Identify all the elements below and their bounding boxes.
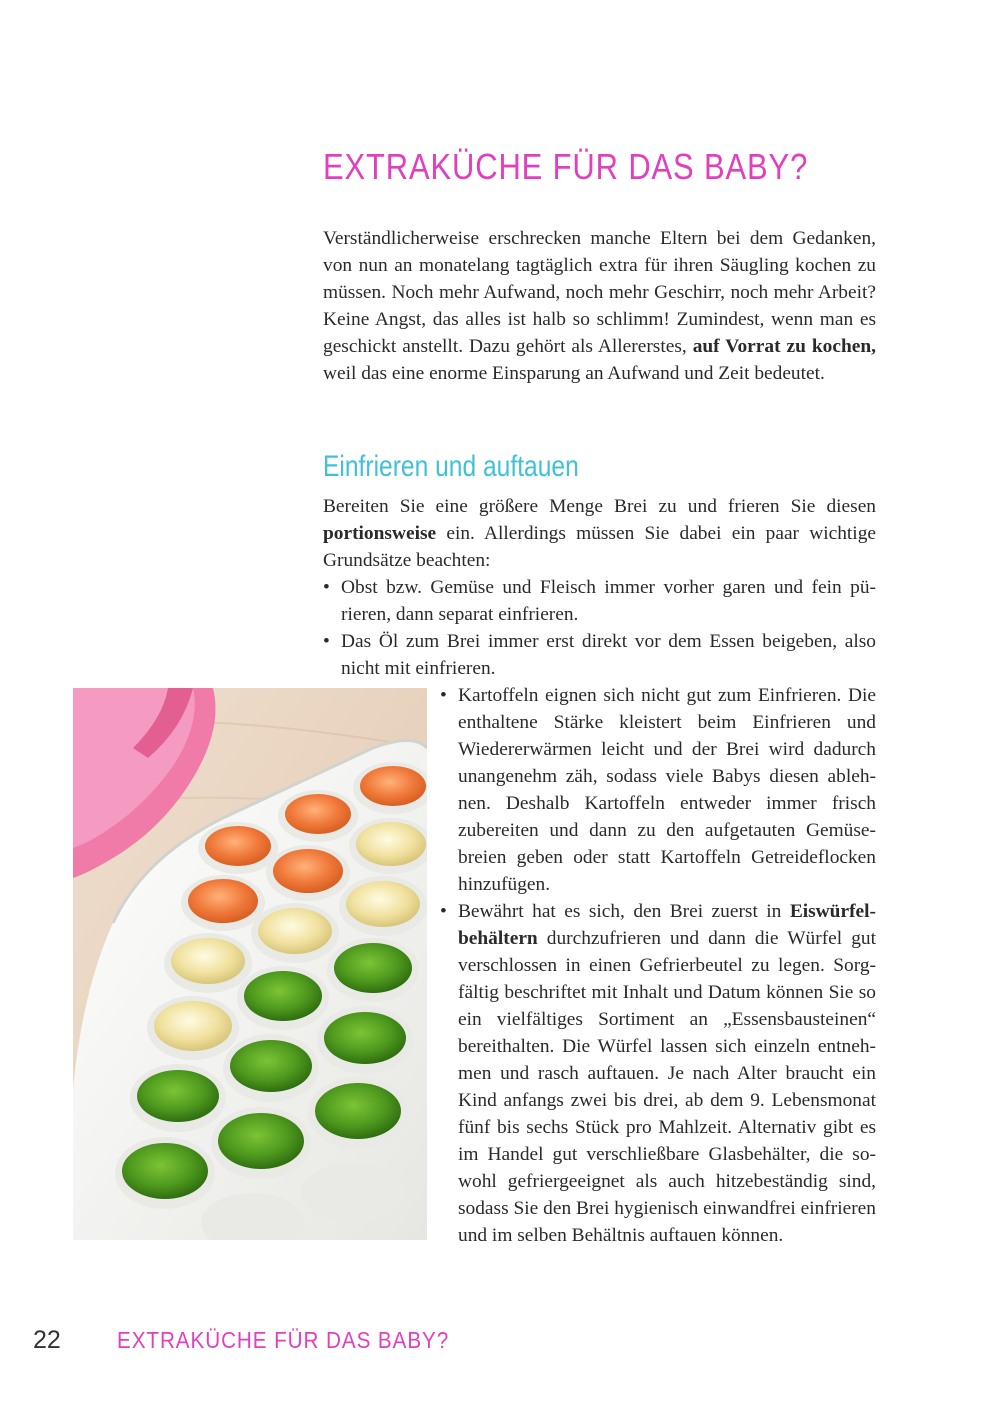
list-item-bold: Eiswürfelbehältern <box>458 901 876 949</box>
list-item <box>440 898 876 1249</box>
bullet-icon: • <box>440 685 447 706</box>
list-item <box>323 628 876 682</box>
section-intro-text-1: Bereiten Sie eine größere Menge Brei zu und frieren Sie diesen <box>323 496 876 517</box>
bullet-icon: • <box>323 577 330 598</box>
bullet-icon: • <box>323 631 330 652</box>
intro-bold-text: auf Vorrat zu kochen, <box>692 336 877 357</box>
intro-text-2: weil das eine enorme Einsparung an Aufwand und Zeit bedeutet. <box>323 363 825 384</box>
section-intro-text-2: ein. Allerdings müssen Sie dabei ein paar wichtige Grundsätze beachten: <box>323 523 876 571</box>
bullet-list-bottom <box>440 682 876 1249</box>
intro-paragraph <box>323 225 876 387</box>
list-item-text: Obst bzw. Gemüse und Fleisch immer vorher garen und fein pürieren, dann separat einfrieren. <box>341 577 876 625</box>
list-item-text: Das Öl zum Brei immer erst direkt vor dem Essen beigeben, also nicht mit einfrieren. <box>341 631 876 679</box>
section-intro-paragraph <box>323 493 876 574</box>
list-item-text-2: durchzufrieren und dann die Würfel gut verschlossen in einen Gefrierbeutel zu legen. Sorgfältig beschriftet mit Inhalt und Datum können Sie so ein vielfältiges Sortiment an „Essensbausteinen“ bereithalten. Die Würfel lassen sich einzeln entnehmen und rasch auftauen. Je nach Alter braucht ein Kind anfangs zwei bis drei, ab dem 9. Lebensmonat fünf bis sechs Stück pro Mahlzeit. Alternativ gibt es im Handel gut verschließbare Glasbehälter, die sowohl gefriergeeignet als auch hitzebeständig sind, sodass Sie den Brei hygienisch einwandfrei einfrieren und im selben Behältnis auftauen können. <box>458 928 876 1246</box>
section-intro-bold: portionsweise <box>323 523 437 544</box>
list-item <box>440 682 876 898</box>
running-title: EXTRAKÜCHE FÜR DAS BABY? <box>117 1327 450 1353</box>
intro-text-1: Verständlicherweise erschrecken manche Eltern bei dem Gedanken, von nun an monatelang tagtäglich extra für ihren Säugling kochen zu müssen. Noch mehr Aufwand, noch mehr Geschirr, noch mehr Arbeit? Keine Angst, das alles ist halb so schlimm! Zumindest, wenn man es geschickt anstellt. Dazu gehört als Allererstes, <box>323 228 876 357</box>
bullet-icon: • <box>440 901 447 922</box>
page-number: 22 <box>33 1326 61 1354</box>
ice-cube-tray-photo <box>73 688 427 1240</box>
page-title: EXTRAKÜCHE FÜR DAS BABY? <box>323 146 809 187</box>
bullet-list-top <box>323 574 876 682</box>
list-item-text: Kartoffeln eignen sich nicht gut zum Einfrieren. Die enthaltene Stärke kleistert beim Einfrieren und Wiedererwärmen leicht und der Brei wird dadurch unangenehm zäh, sodass viele Babys diesen ablehnen. Deshalb Kartoffeln entweder immer frisch zubereiten und dann zu den aufgetauten Gemüsebreien geben oder statt Kartoffeln Getreideflocken hinzufügen. <box>458 685 876 895</box>
list-item-text-1: Bewährt hat es sich, den Brei zuerst in <box>458 901 790 922</box>
list-item <box>323 574 876 628</box>
section-heading: Einfrieren und auftauen <box>323 450 579 483</box>
